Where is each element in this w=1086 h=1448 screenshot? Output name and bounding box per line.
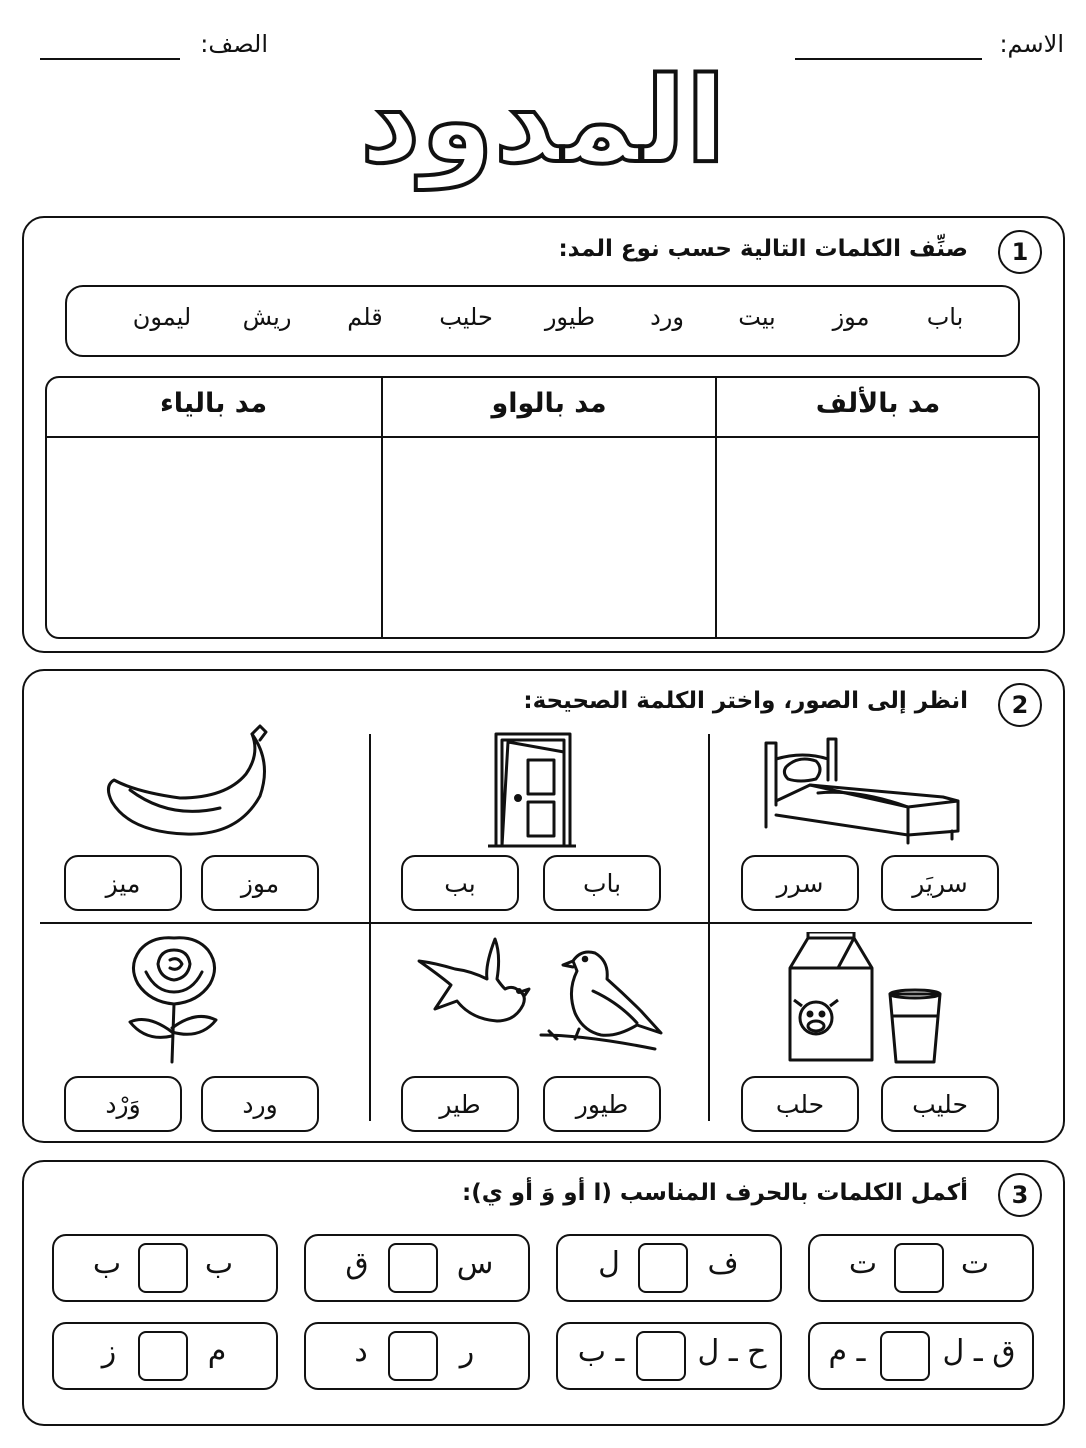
answer-square[interactable] [894,1243,944,1293]
name-label: الاسم: [999,30,1064,58]
section-3-instruction: أكمل الكلمات بالحرف المناسب (ا أو وَ أو ي): [462,1180,968,1206]
letter-after: ق [345,1246,369,1281]
word-bank-item: قلم [347,303,383,331]
choice-button[interactable]: وَرْد [64,1076,182,1132]
word-bank-item: طيور [544,303,596,331]
column-header-waw: مد بالواو [491,388,607,419]
choice-button[interactable]: ورد [201,1076,319,1132]
grid-column-divider [369,734,371,1121]
door-icon [488,730,578,852]
letter-after: ل [598,1246,620,1281]
answer-cell-waw[interactable] [384,440,714,636]
answer-square[interactable] [388,1243,438,1293]
word-bank-item: باب [926,303,964,331]
answer-cell-ya[interactable] [48,440,380,636]
section-number-1: 1 [998,230,1042,274]
word-bank-item: ريش [242,303,292,331]
letter-before: ح ـ ل [697,1334,767,1369]
word-bank-item: ورد [650,303,684,331]
answer-square[interactable] [638,1243,688,1293]
answer-square[interactable] [138,1331,188,1381]
letter-before: ف [707,1246,739,1281]
grid-column-divider [708,734,710,1121]
choice-button[interactable]: بب [401,855,519,911]
letter-before: ق ـ ل [942,1334,1016,1369]
letter-after: ز [101,1334,117,1369]
milk-icon [780,932,948,1068]
choice-button[interactable]: طيور [543,1076,661,1132]
word-bank-item: ليمون [132,303,192,331]
answer-square[interactable] [636,1331,686,1381]
answer-cell-alif[interactable] [717,440,1037,636]
word-bank-item: حليب [439,303,493,331]
banana-icon [100,722,282,840]
choice-button[interactable]: حلب [741,1076,859,1132]
choice-button[interactable]: حليب [881,1076,999,1132]
word-bank-item: موز [832,303,870,331]
answer-square[interactable] [388,1331,438,1381]
section-number-3: 3 [998,1173,1042,1217]
bed-icon [758,735,968,845]
rose-icon [126,932,222,1068]
birds-icon [415,935,671,1055]
section-number-2: 2 [998,683,1042,727]
letter-before: ب [204,1246,234,1281]
letter-before: ت [960,1246,990,1281]
choice-button[interactable]: ميز [64,855,182,911]
answer-square[interactable] [138,1243,188,1293]
grid-row-divider [40,922,1032,924]
choice-button[interactable]: باب [543,855,661,911]
page-title: المدود [360,51,726,189]
letter-before: م [207,1334,227,1369]
choice-button[interactable]: طير [401,1076,519,1132]
class-label: الصف: [200,30,268,58]
answer-square[interactable] [880,1331,930,1381]
section-2-instruction: انظر إلى الصور، واختر الكلمة الصحيحة: [523,688,968,714]
letter-before: س [456,1246,494,1281]
letter-after: ت [848,1246,878,1281]
section-1-instruction: صنِّف الكلمات التالية حسب نوع المد: [558,236,968,262]
letter-after: ب [92,1246,122,1281]
column-header-ya: مد بالياء [159,388,268,419]
choice-button[interactable]: سرر [741,855,859,911]
table-header-divider [46,436,1039,438]
word-bank-item: بيت [738,303,776,331]
choice-button[interactable]: موز [201,855,319,911]
letter-before: ر [459,1334,475,1369]
choice-button[interactable]: سريَر [881,855,999,911]
column-header-alif: مد بالألف [815,388,941,419]
letter-after: ـ م [828,1334,866,1369]
letter-after: د [354,1334,368,1369]
letter-after: ـ ب [577,1334,625,1369]
